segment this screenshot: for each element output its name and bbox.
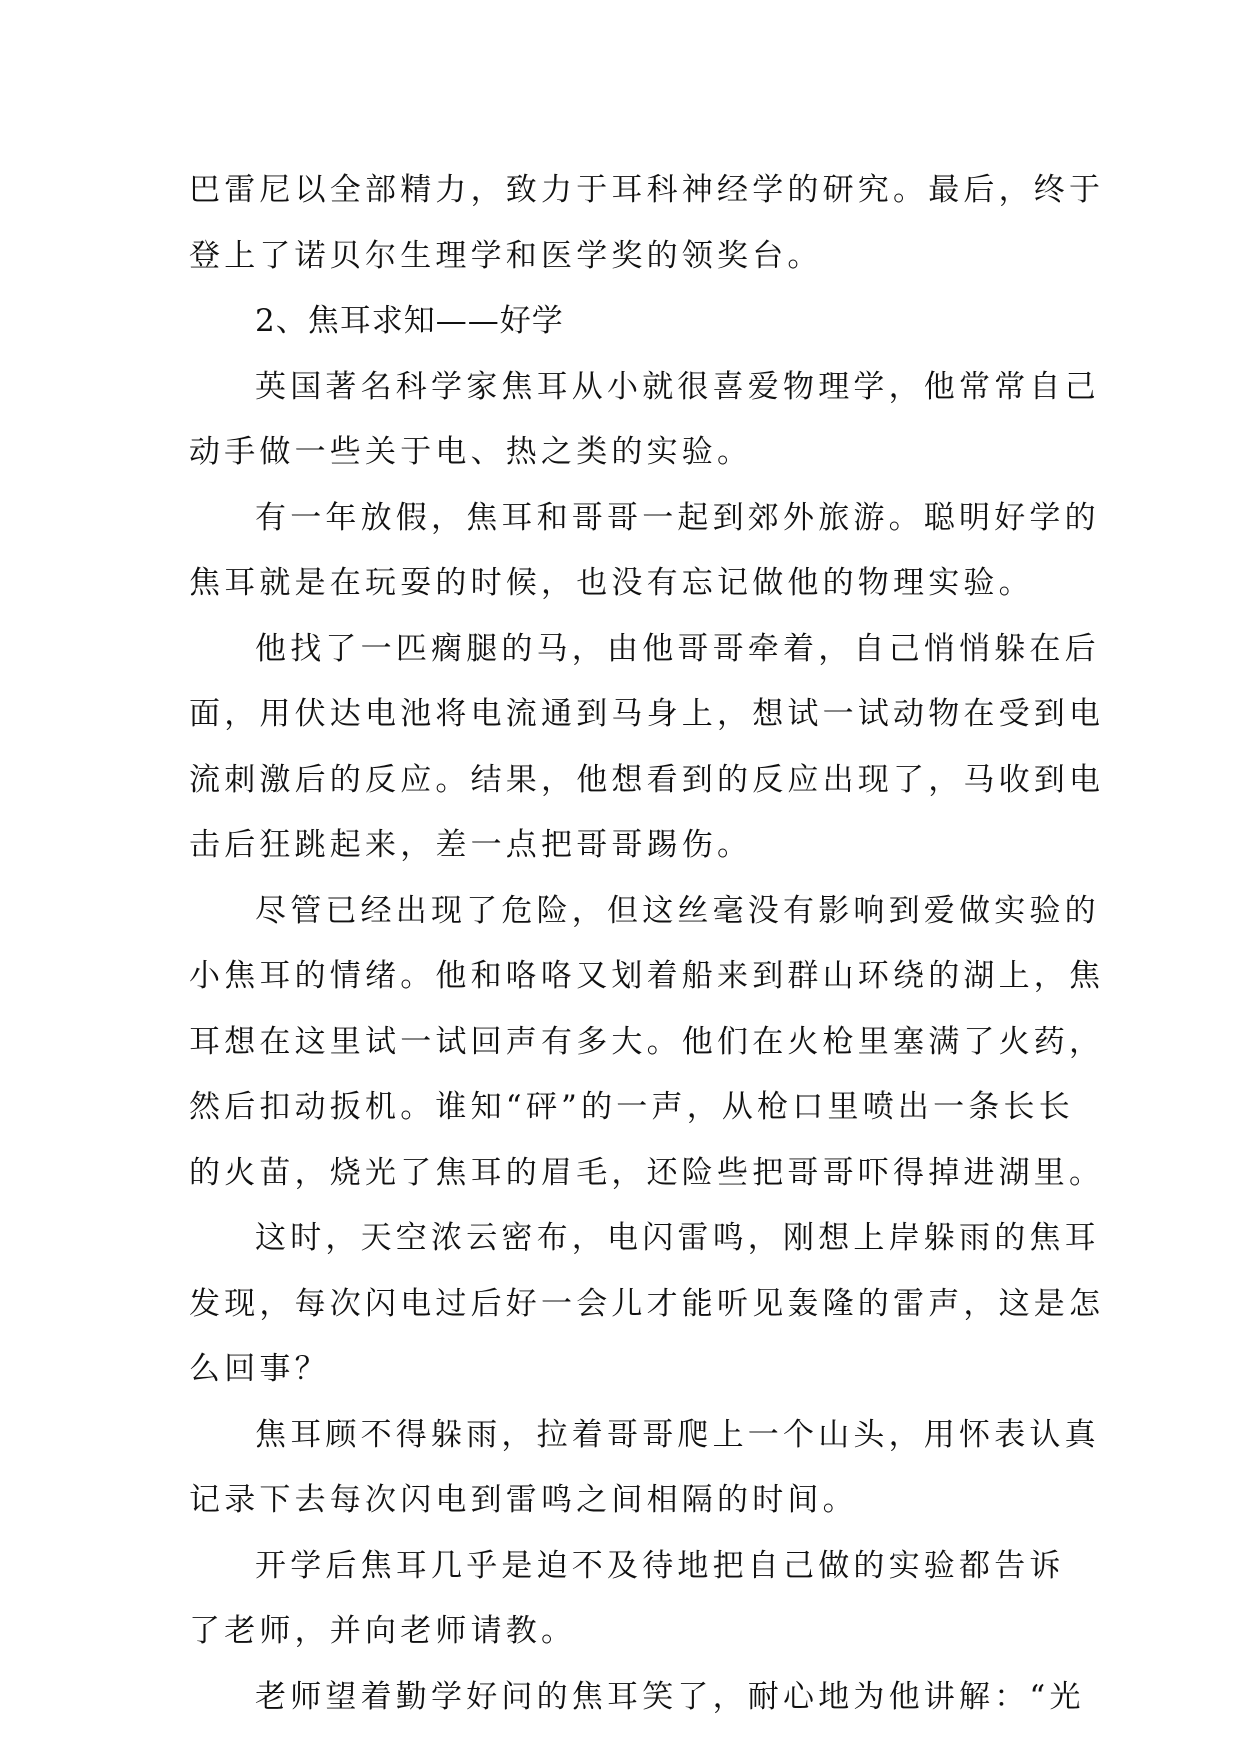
text-line: 然后扣动扳机。谁知“砰”的一声，从枪口里喷出一条长长 <box>189 1089 1074 1125</box>
text-line: 他找了一匹瘸腿的马，由他哥哥牵着，自己悄悄躲在后 <box>255 630 1100 667</box>
text-line: 焦耳顾不得躲雨，拉着哥哥爬上一个山头，用怀表认真 <box>255 1416 1100 1453</box>
text-line: 登上了诺贝尔生理学和医学奖的领奖台。 <box>189 237 823 274</box>
text-line: 面，用伏达电池将电流通到马身上，想试一试动物在受到电 <box>189 696 1105 732</box>
text-line: 巴雷尼以全部精力，致力于耳科神经学的研究。最后，终于 <box>189 172 1105 208</box>
section-heading: 2、焦耳求知——好学 <box>255 303 564 339</box>
text-line: 焦耳就是在玩耍的时候，也没有忘记做他的物理实验。 <box>189 565 1034 601</box>
text-line: 尽管已经出现了危险，但这丝毫没有影响到爱做实验的 <box>255 892 1100 929</box>
text-line: 开学后焦耳几乎是迫不及待地把自己做的实验都告诉 <box>255 1547 1065 1584</box>
text-line: 这时，天空浓云密布，电闪雷鸣，刚想上岸躲雨的焦耳 <box>255 1220 1100 1256</box>
text-line: 发现，每次闪电过后好一会儿才能听见轰隆的雷声，这是怎 <box>189 1285 1105 1322</box>
text-line: 动手做一些关于电、热之类的实验。 <box>189 434 753 470</box>
text-line: 了老师，并向老师请教。 <box>189 1613 577 1649</box>
text-line: 记录下去每次闪电到雷鸣之间相隔的时间。 <box>189 1482 858 1518</box>
document-body <box>189 158 1105 1730</box>
text-line: 耳想在这里试一试回声有多大。他们在火枪里塞满了火药， <box>189 1023 1105 1060</box>
text-line: 的火苗，烧光了焦耳的眉毛，还险些把哥哥吓得掉进湖里。 <box>189 1154 1105 1191</box>
text-line: 小焦耳的情绪。他和咯咯又划着船来到群山环绕的湖上，焦 <box>189 958 1105 994</box>
text-line: 英国著名科学家焦耳从小就很喜爱物理学，他常常自己 <box>255 368 1100 405</box>
text-line: 么回事？ <box>189 1351 330 1387</box>
text-line: 流刺激后的反应。结果，他想看到的反应出现了，马收到电 <box>189 761 1105 798</box>
text-line: 有一年放假，焦耳和哥哥一起到郊外旅游。聪明好学的 <box>255 499 1100 536</box>
text-line: 老师望着勤学好问的焦耳笑了，耐心地为他讲解：“光 <box>255 1678 1085 1715</box>
text-line: 击后狂跳起来，差一点把哥哥踢伤。 <box>189 827 753 863</box>
